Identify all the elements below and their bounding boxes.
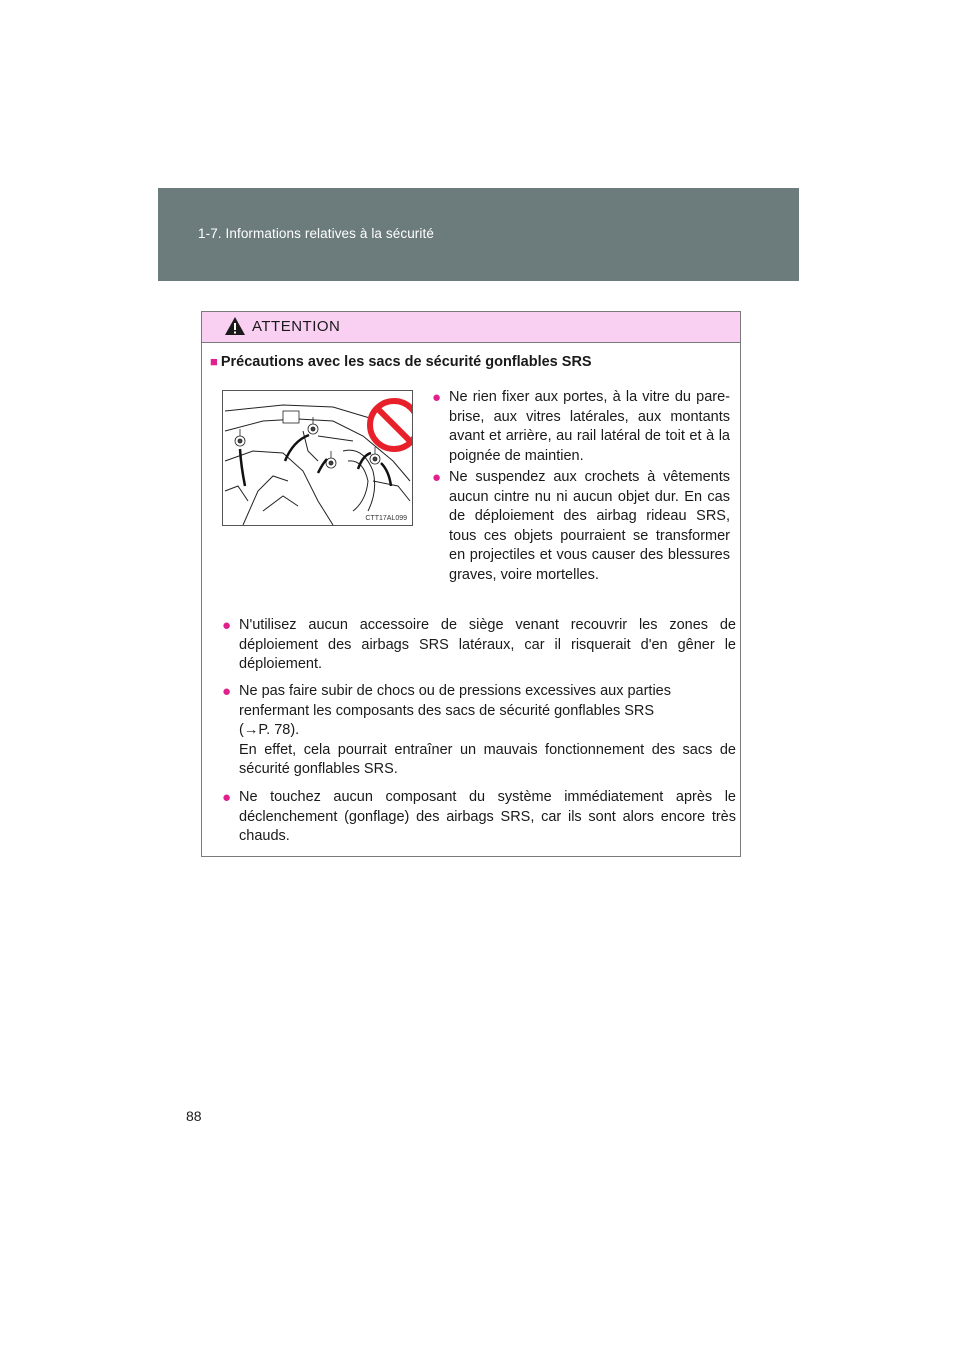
bullet-dot-icon: ● (222, 683, 232, 700)
caution-label: ATTENTION (252, 318, 341, 335)
chapter-section-title: 1-7. Informations relatives à la sécurité (198, 226, 434, 241)
car-interior-drawing (223, 391, 412, 525)
bullet-dot-icon: ● (432, 389, 442, 406)
list-item (222, 682, 736, 780)
prohibition-icon (370, 401, 412, 449)
page-reference: (→P. 78). (239, 722, 300, 738)
warning-triangle-icon (224, 316, 246, 336)
caution-header (202, 312, 740, 343)
list-item-text-continued: En effet, cela pourrait entraîner un mauvais fonctionnement des sacs de sécurité gonflables SRS. (239, 741, 736, 777)
list-item (222, 788, 736, 847)
caution-box (201, 311, 741, 857)
bullet-dot-icon: ● (222, 617, 232, 634)
square-marker-icon: ■ (210, 354, 218, 369)
figure-code: CTT17AL099 (365, 515, 407, 522)
page-number: 88 (186, 1108, 202, 1124)
list-item (222, 616, 736, 675)
car-interior-figure (222, 390, 413, 526)
list-item (432, 388, 730, 466)
caution-section-title-text: Précautions avec les sacs de sécurité gonflables SRS (220, 354, 592, 370)
list-item-text: Ne touchez aucun composant du système immédiatement après le déclenchement (gonflage) des airbags SRS, car ils sont alors encore très chauds. (239, 789, 736, 844)
bullet-dot-icon: ● (432, 469, 442, 486)
list-item-text: Ne rien fixer aux portes, à la vitre du pare-brise, aux vitres latérales, aux montants avant et arrière, au rail latéral de toit et à la poignée de maintien. (449, 389, 730, 464)
chapter-header-band (158, 188, 799, 281)
list-item-text: Ne pas faire subir de chocs ou de pressions excessives aux parties renfermant les composants des sacs de sécurité gonflables SRS (239, 683, 671, 719)
list-item-text: Ne suspendez aux crochets à vêtements aucun cintre nu ni aucun objet dur. En cas de déploiement des airbag rideau SRS, tous ces objets pourraient se transformer en projectiles et vous causer des blessures graves, voire mortelles. (449, 469, 730, 583)
caution-section-title (210, 354, 592, 370)
bullet-dot-icon: ● (222, 789, 232, 806)
list-item-text: N'utilisez aucun accessoire de siège venant recouvrir les zones de déploiement des airbags SRS latéraux, car il risquerait d'en gêner le déploiement. (239, 617, 736, 672)
list-item (432, 468, 730, 585)
